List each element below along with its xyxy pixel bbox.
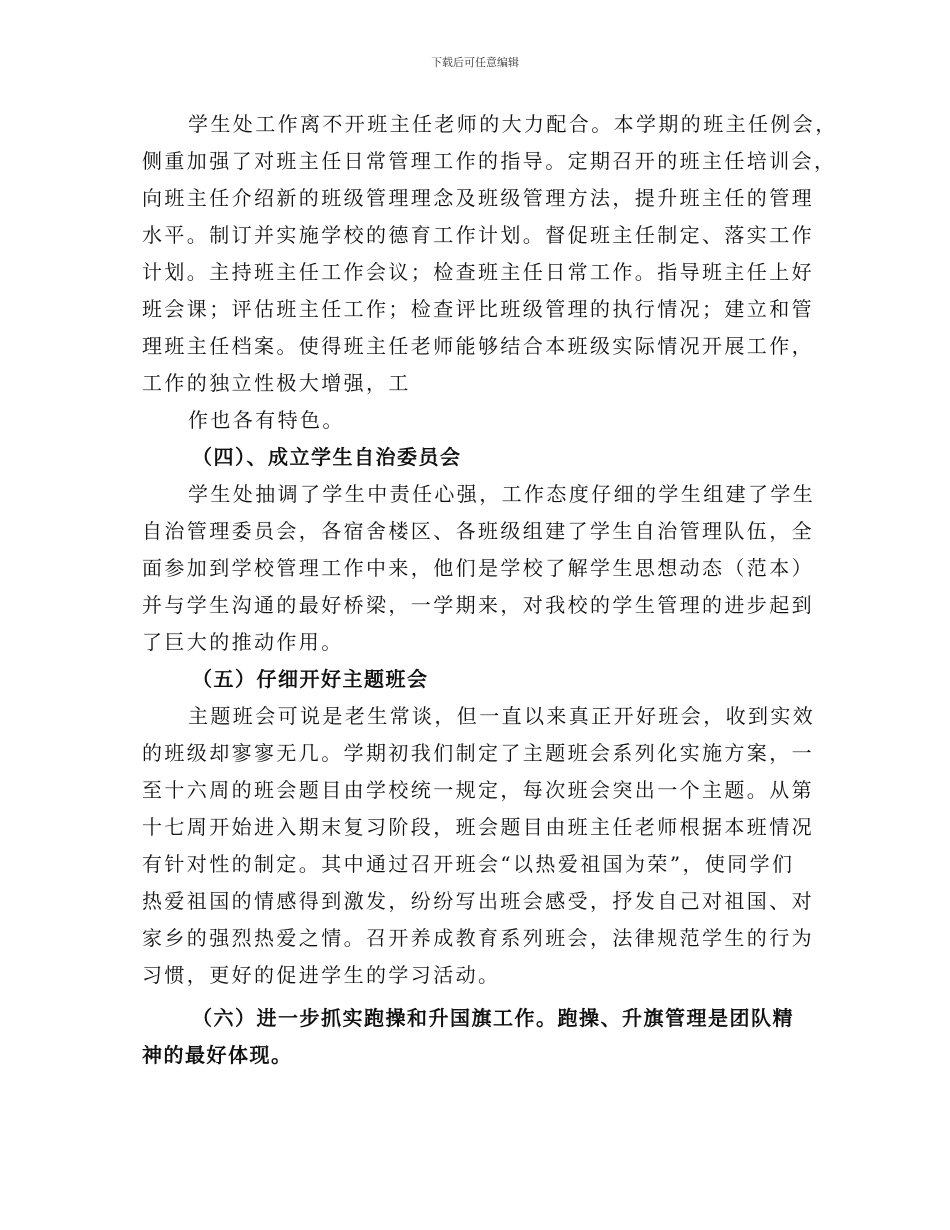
text-line: 热爱祖国的情感得到激发，纷纷写出班会感受，抒发自己对祖国、对 [142, 889, 814, 913]
text-line: 工作的独立性极大增强，工 [142, 371, 411, 395]
page-header: 下载后可任意编辑 [431, 56, 519, 69]
text-line: 作也各有特色。 [188, 408, 345, 432]
text-line: 水平。制订并实施学校的德育工作计划。督促班主任制定、落实工作 [142, 223, 814, 247]
text-line: 学生处抽调了学生中责任心强，工作态度仔细的学生组建了学生 [188, 482, 816, 506]
section-heading: （四）、成立学生自治委员会 [192, 445, 462, 469]
text-line: 了巨大的推动作用。 [142, 630, 344, 654]
text-line: 神的最好体现。 [142, 1043, 293, 1067]
text-line: 面参加到学校管理工作中来，他们是学校了解学生思想动态（范本） [142, 556, 814, 580]
text-line: 向班主任介绍新的班级管理理念及班级管理方法，提升班主任的管理 [142, 186, 814, 210]
paragraph-continuation [142, 402, 832, 439]
text-line: 的班级却寥寥无几。学期初我们制定了主题班会系列化实施方案，一 [142, 741, 814, 765]
text-line: 侧重加强了对班主任日常管理工作的指导。定期召开的班主任培训会， [142, 149, 837, 173]
text-line: 主题班会可说是老生常谈，但一直以来真正开好班会，收到实效 [188, 704, 816, 728]
text-line: 计划。主持班主任工作会议；检查班主任日常工作。指导班主任上好 [142, 260, 814, 284]
text-line: 家乡的强烈热爱之情。召开养成教育系列班会，法律规范学生的行为 [142, 926, 814, 950]
text-line: 学生处工作离不开班主任老师的大力配合。本学期的班主任例会， [188, 112, 838, 136]
text-line: 习惯，更好的促进学生的学习活动。 [142, 963, 501, 987]
text-line: 理班主任档案。使得班主任老师能够结合本班级实际情况开展工作， [142, 334, 814, 358]
text-line: 有针对性的制定。其中通过召开班会“以热爱祖国为荣”，使同学们 [142, 852, 795, 876]
section-heading: （六）进一步抓实跑操和升国旗工作。跑操、升旗管理是团队精 [192, 1006, 794, 1030]
text-line: 至十六周的班会题目由学校统一规定，每次班会突出一个主题。从第 [142, 778, 814, 802]
paragraph-head-teacher-work [142, 106, 838, 402]
section-theme-class-meeting [142, 661, 832, 994]
document-body [142, 106, 838, 1074]
text-line: 自治管理委员会，各宿舍楼区、各班级组建了学生自治管理队伍，全 [142, 519, 814, 543]
section-morning-run-flag [142, 1000, 832, 1074]
text-line: 十七周开始进入期末复习阶段，班会题目由班主任老师根据本班情况 [142, 815, 814, 839]
text-line: 并与学生沟通的最好桥梁，一学期来，对我校的学生管理的进步起到 [142, 593, 814, 617]
text-line: 班会课；评估班主任工作；检查评比班级管理的执行情况；建立和管 [142, 297, 814, 321]
section-heading: （五）仔细开好主题班会 [192, 667, 429, 691]
section-student-committee [142, 439, 832, 661]
